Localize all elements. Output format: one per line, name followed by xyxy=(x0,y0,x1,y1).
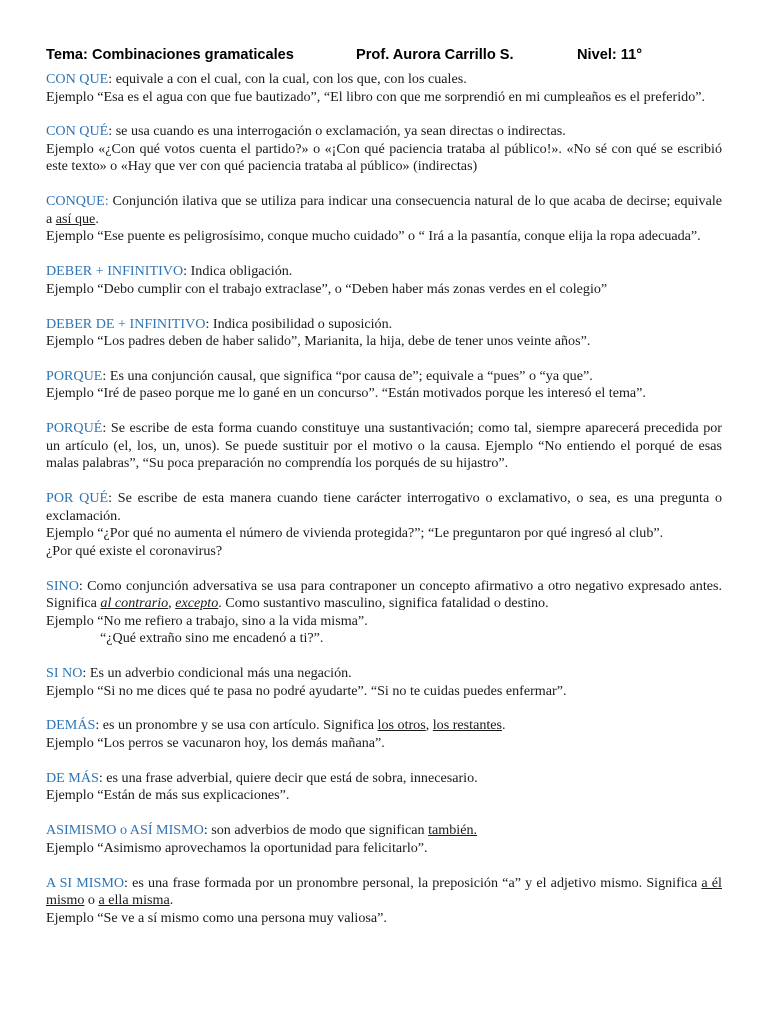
entry-example: Ejemplo “Iré de paseo porque me lo gané en un concurso”. “Están motivados porque les interesó el tema”. xyxy=(46,385,646,402)
entry-term: CON QUÉ xyxy=(46,123,109,140)
entry-conque xyxy=(46,193,722,246)
entry-deber-de-infinitivo xyxy=(46,316,722,351)
definition-text: : son adverbios de modo que significan xyxy=(203,822,429,839)
entry-definition xyxy=(46,71,722,89)
underlined-term: así que xyxy=(55,210,96,227)
entry-porque-noun xyxy=(46,420,722,473)
definition-separator: , xyxy=(425,717,433,734)
definition-separator: , xyxy=(168,595,176,612)
entry-example: Ejemplo “Asimismo aprovechamos la oportunidad para felicitarlo”. xyxy=(46,839,428,856)
entry-example-extra: ¿Por qué existe el coronavirus? xyxy=(46,542,223,559)
definition-separator: o xyxy=(84,892,99,909)
underlined-term: los otros xyxy=(377,717,426,734)
definition-end: . xyxy=(502,717,506,734)
entry-example: Ejemplo «¿Con qué votos cuenta el partido?» o «¡Con qué paciencia trataba al público!». «No sé con qué se escribió este texto» o «Hay que ver con qué paciencia trataba al público» (indirectas) xyxy=(46,140,722,175)
definition-text: : Es un adverbio condicional más una negación. xyxy=(82,665,352,682)
entry-definition xyxy=(46,665,722,683)
entry-example: Ejemplo “Los perros se vacunaron hoy, los demás mañana”. xyxy=(46,734,385,751)
entry-definition xyxy=(46,316,722,334)
entry-term: CON QUE xyxy=(46,71,109,87)
entry-con-que-accent xyxy=(46,123,722,176)
entry-term: POR QUÉ xyxy=(46,490,109,507)
entry-por-que xyxy=(46,490,722,560)
entry-definition xyxy=(46,578,722,613)
entry-de-mas xyxy=(46,770,722,805)
definition-text: : Es una conjunción causal, que significa “por causa de”; equivale a “pues” o “ya que”. xyxy=(102,367,593,384)
entry-a-si-mismo xyxy=(46,875,722,928)
entry-example: Ejemplo “Debo cumplir con el trabajo extraclase”, o “Deben haber más zonas verdes en el colegio” xyxy=(46,280,608,297)
entry-con-que xyxy=(46,71,722,106)
underlined-term: también. xyxy=(428,822,478,839)
entry-definition xyxy=(46,770,722,788)
entry-term: DE MÁS xyxy=(46,769,99,786)
entry-definition xyxy=(46,193,722,228)
definition-end: . Como sustantivo masculino, significa fatalidad o destino. xyxy=(218,595,549,612)
entry-term: SINO xyxy=(46,577,79,594)
entry-term: SI NO xyxy=(46,665,83,682)
entry-asimismo xyxy=(46,822,722,857)
entry-definition xyxy=(46,717,722,735)
entry-demas xyxy=(46,717,722,752)
underlined-term: excepto xyxy=(175,595,219,612)
definition-text: : se usa cuando es una interrogación o exclamación, ya sean directas o indirectas. xyxy=(108,123,566,140)
topic-title: Tema: Combinaciones gramaticales xyxy=(46,47,294,63)
entry-term: DEBER DE + INFINITIVO xyxy=(46,315,206,332)
entry-si-no xyxy=(46,665,722,700)
entry-term: ASIMISMO o ASÍ MISMO xyxy=(46,822,204,839)
underlined-term: a ella misma xyxy=(98,892,170,909)
entry-example-extra: “¿Qué extraño sino me encadenó a ti?”. xyxy=(100,630,324,647)
entry-definition xyxy=(46,420,722,473)
definition-text: : Como conjunción adversativa se usa para contraponer un concepto afirmativo a otro negativo expresado antes. Significa xyxy=(46,577,722,612)
entry-definition xyxy=(46,123,722,141)
entry-term: A SI MISMO xyxy=(46,874,125,891)
entry-definition xyxy=(46,875,722,910)
underlined-term: al contrario xyxy=(100,595,169,612)
entry-sino xyxy=(46,578,722,648)
entry-example: Ejemplo “Esa es el agua con que fue bautizado”, “El libro con que me sorprendió en mi cumpleaños es el preferido”. xyxy=(46,88,706,105)
entry-example: Ejemplo “Están de más sus explicaciones”. xyxy=(46,787,290,804)
definition-text: : equivale a con el cual, con la cual, con los que, con los cuales. xyxy=(108,71,467,87)
entry-definition xyxy=(46,263,722,281)
entry-term: PORQUÉ xyxy=(46,420,103,437)
definition-text: : Indica posibilidad o suposición. xyxy=(205,315,393,332)
entry-definition xyxy=(46,368,722,386)
definition-end: . xyxy=(169,892,174,909)
entry-term: DEBER + INFINITIVO xyxy=(46,263,184,280)
definition-text: : es una frase formada por un pronombre personal, la preposición “a” y el adjetivo mismo. Significa xyxy=(124,874,702,891)
document-body xyxy=(46,71,722,944)
definition-text: Conjunción ilativa que se utiliza para indicar una consecuencia natural de lo que acaba de decirse; equivale a xyxy=(46,193,722,227)
definition-end: . xyxy=(95,210,99,227)
entry-definition xyxy=(46,822,722,840)
entry-example: Ejemplo “Ese puente es peligrosísimo, conque mucho cuidado” o “ Irá a la pasantía, conque elija la ropa adecuada”. xyxy=(46,228,701,245)
entry-example: Ejemplo “Si no me dices qué te pasa no podré ayudarte”. “Si no te cuidas puedes enfermar”. xyxy=(46,682,567,699)
entry-definition xyxy=(46,490,722,525)
underlined-term: los restantes xyxy=(432,717,503,734)
definition-text: : Se escribe de esta manera cuando tiene carácter interrogativo o exclamativo, o sea, es una pregunta o exclamación. xyxy=(46,490,722,524)
definition-text: : es un pronombre y se usa con artículo. Significa xyxy=(95,717,378,734)
definition-text: : Se escribe de esta forma cuando constituye una sustantivación; como tal, siempre aparecerá precedida por un artículo (el, los, un, unos). Se puede sustituir por el motivo o la causa. Ejemplo “No entiendo el porqué de esas malas palabras”, “Su poca preparación no comprendía los porqués de su hijastro”. xyxy=(46,420,722,472)
entry-example: Ejemplo “No me refiero a trabajo, sino a la vida misma”. xyxy=(46,612,368,629)
entry-example: Ejemplo “Los padres deben de haber salido”, Marianita, la hija, debe de tener unos veinte años”. xyxy=(46,333,591,350)
entry-term: PORQUE xyxy=(46,367,103,384)
entry-example: Ejemplo “¿Por qué no aumenta el número de vivienda protegida?”; “Le preguntaron por qué ingresó al club”. xyxy=(46,525,664,542)
definition-text: : es una frase adverbial, quiere decir que está de sobra, innecesario. xyxy=(98,769,478,786)
entry-deber-infinitivo xyxy=(46,263,722,298)
entry-porque xyxy=(46,368,722,403)
document-header xyxy=(46,47,736,69)
grade-level: Nivel: 11° xyxy=(577,47,643,63)
entry-term: CONQUE: xyxy=(46,193,109,210)
teacher-name: Prof. Aurora Carrillo S. xyxy=(356,47,514,63)
definition-text: : Indica obligación. xyxy=(183,263,293,280)
entry-term: DEMÁS xyxy=(46,717,96,734)
underlined-term: a él mismo xyxy=(46,874,722,909)
entry-example: Ejemplo “Se ve a sí mismo como una persona muy valiosa”. xyxy=(46,909,387,926)
